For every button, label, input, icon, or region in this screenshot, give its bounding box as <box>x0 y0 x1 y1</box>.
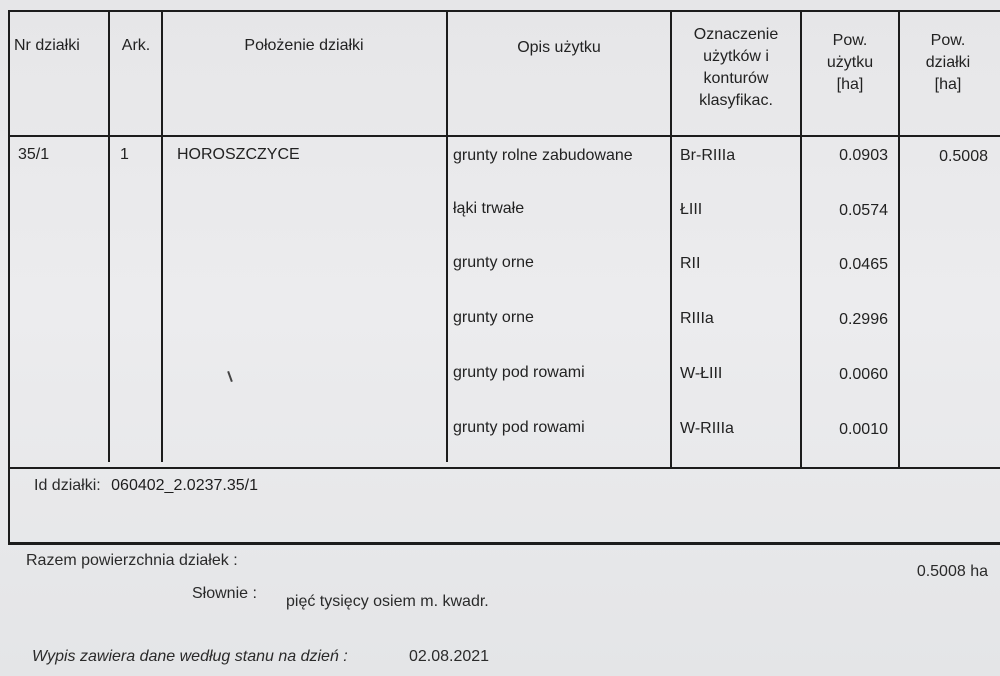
row-description: grunty rolne zabudowane <box>453 147 633 164</box>
col-divider-2 <box>161 10 163 462</box>
table-bottom-border <box>8 542 1000 545</box>
row-description: grunty pod rowami <box>453 364 585 381</box>
in-words-label: Słownie : <box>192 585 257 602</box>
rows-bottom-border <box>8 467 1000 469</box>
col-divider-4 <box>670 10 672 467</box>
parcel-id-value: 060402_2.0237.35/1 <box>111 477 258 494</box>
total-area-label: Razem powierzchnia działek : <box>26 552 238 569</box>
statement-date: 02.08.2021 <box>409 648 490 665</box>
row-classification: Br-RIIIa <box>680 147 736 164</box>
col-divider-1 <box>108 10 110 462</box>
header-polozenie: Położenie działki <box>244 37 364 54</box>
row-area: 0.0574 <box>839 202 888 219</box>
row-classification: W-ŁIII <box>680 365 723 382</box>
header-pow-uzytku: Pow. użytku [ha] <box>826 32 874 93</box>
col-divider-3 <box>446 10 448 462</box>
row-description: grunty orne <box>453 309 534 326</box>
row-description: grunty pod rowami <box>453 419 585 436</box>
parcel-number: 35/1 <box>18 146 50 163</box>
row-description: łąki trwałe <box>453 200 525 217</box>
row-area: 0.0465 <box>839 256 888 273</box>
header-opis: Opis użytku <box>517 39 601 56</box>
row-area: 0.2996 <box>839 311 888 328</box>
pen-mark <box>227 371 233 382</box>
parcel-id-label: Id działki: <box>34 477 101 494</box>
row-area: 0.0010 <box>839 421 888 438</box>
total-area-value: 0.5008 ha <box>916 563 988 580</box>
col-divider-5 <box>800 10 802 467</box>
row-classification: ŁIII <box>680 201 703 218</box>
row-classification: W-RIIIa <box>680 420 734 437</box>
row-area: 0.0060 <box>839 366 888 383</box>
row-classification: RII <box>680 255 701 272</box>
table-left-border <box>8 10 10 544</box>
parcel-area: 0.5008 <box>939 148 988 165</box>
header-oznaczenie: Oznaczenie użytków i konturów klasyfikac. <box>693 26 779 109</box>
header-nr-dzialki: Nr działki <box>14 37 80 54</box>
statement-label: Wypis zawiera dane według stanu na dzień : <box>32 648 348 665</box>
row-area: 0.0903 <box>839 147 888 164</box>
parcel-sheet: 1 <box>120 146 129 163</box>
header-pow-dzialki: Pow. działki [ha] <box>925 32 971 93</box>
header-ark: Ark. <box>121 37 151 54</box>
parcel-location: HOROSZCZYCE <box>177 146 300 163</box>
table-top-border <box>8 10 1000 12</box>
parcel-id <box>34 477 258 495</box>
in-words-value: pięć tysięcy osiem m. kwadr. <box>286 593 489 610</box>
row-description: grunty orne <box>453 254 534 271</box>
col-divider-6 <box>898 10 900 467</box>
row-classification: RIIIa <box>680 310 714 327</box>
header-bottom-border <box>8 135 1000 137</box>
